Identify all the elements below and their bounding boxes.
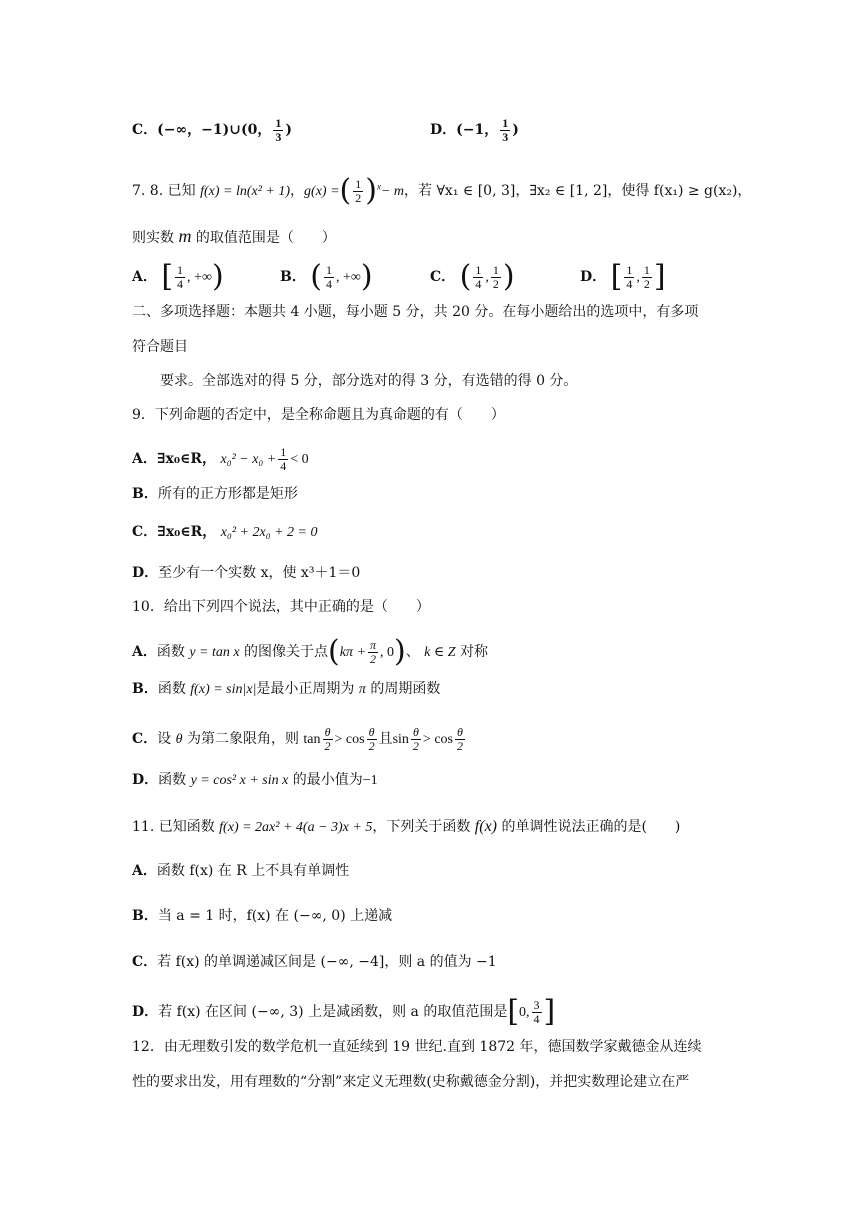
numerator: 1 [177,262,184,277]
denominator: 2 [643,276,650,291]
math: tan [303,732,321,748]
math-g: g(x) = [304,184,340,199]
option-label: B． [132,681,158,697]
paren-close: ) [365,173,377,208]
q10-option-a [132,634,488,669]
denominator: 2 [355,190,362,205]
q6-option-c [132,117,292,143]
option-text: (−∞，−1)∪(0， [157,122,272,139]
math-m: m [178,226,192,246]
option-text: 若 f(x) 在区间 (−∞, 3) 上是减函数，则 a 的取值范围是 [158,1004,508,1020]
option-label: D． [132,772,159,788]
fraction [323,726,333,752]
math: < 0 [290,452,309,468]
denominator: 3 [502,129,509,144]
denominator: 2 [324,738,331,753]
denominator: 4 [280,458,287,473]
math: π [358,682,366,697]
q9-option-d [132,566,360,580]
math: > cos [334,732,365,748]
question-number: 7. 8. 已知 [132,183,196,199]
comma: , [636,270,640,285]
numerator: 3 [533,997,540,1012]
q10-option-b [132,682,440,697]
math: f(x) = sin|x| [190,682,257,697]
bracket-close: ] [543,994,556,1029]
text: 对称 [459,644,488,660]
math: > cos [422,732,453,748]
bracket-open: [ [161,259,174,294]
denominator: 2 [456,738,463,753]
text: 的周期函数 [370,681,441,697]
paren-open: ( [339,173,352,208]
numerator: 1 [643,262,650,277]
fraction [624,264,634,290]
q9-option-a [132,446,309,472]
text: 且 [378,731,393,748]
fraction [353,178,363,204]
option-label: D． [580,269,607,285]
option-label: C． [132,122,158,139]
option-label: A． [132,644,157,660]
bracket-open: [ [610,259,623,294]
text: 、 [405,644,420,660]
q7-stem: 7. 8. 已知 f(x) = ln(x² + 1)，g(x) =( $\frac{1}{2}$ )$^x$− m，若 ∀x₁ ∈ [0, 3]，∃x₂ ∈ [1, 2]，使得 f(x₁) ≥ g(x₂)， [132,173,752,208]
math: , +∞ [336,270,361,285]
q10-option-c [132,726,467,752]
q11-option-a [132,864,349,878]
q12-line2: 性的要求出发，用有理数的“分割”来定义无理数(史称戴德金分割)，并把实数理论建立在严 [132,1074,690,1090]
condition: ，若 ∀x₁ ∈ [0, 3]，∃x₂ ∈ [1, 2]，使得 f(x₁) ≥ g(x₂)， [404,183,752,199]
option-close: ) [285,122,292,139]
math: 0, [519,1005,530,1020]
fraction [500,117,510,143]
q11-option-b [132,909,392,923]
denominator: 2 [369,651,376,666]
numerator: 1 [502,116,509,130]
denominator: 2 [492,276,499,291]
fraction [473,264,483,290]
math-g-tail: − m [380,184,405,199]
numerator: 1 [475,262,482,277]
math: −1 [362,773,378,788]
numerator: θ [411,726,421,740]
math: k ∈ Z [424,645,456,660]
math-f: f(x) = ln(x² + 1) [200,184,291,199]
fraction [642,264,652,290]
math: x₀² + 2x₀ + 2 = 0 [220,525,318,540]
option-label: B． [132,908,158,924]
option-label: C． [430,269,456,285]
fraction [175,264,185,290]
option-label: C． [132,524,158,540]
q11-option-d [132,994,556,1029]
option-label: D． [132,565,159,581]
q10-option-d [132,773,378,788]
q7-option-d [580,259,666,294]
text: 则实数 [132,230,174,246]
numerator: 1 [355,176,362,191]
q11-option-c [132,955,497,969]
text: 的图像关于点 [244,644,329,660]
math: , 0 [379,645,394,660]
bracket-close: ] [653,259,666,294]
option-label: D． [430,122,457,139]
numerator: 1 [492,262,499,277]
denominator: 2 [368,738,375,753]
bracket-open: [ [507,994,520,1029]
denominator: 4 [326,276,333,291]
text: 的单调性说法正确的是( ) [501,819,681,835]
option-text: ∃x₀∈R， [157,524,217,540]
text: 为第二象限角，则 [186,731,299,748]
option-label: A． [132,451,157,468]
numerator: θ [323,726,333,740]
numerator: 1 [626,262,633,277]
denominator: 4 [475,276,482,291]
paren-close: ) [360,259,373,294]
math: , +∞ [187,270,212,285]
fraction [273,117,283,143]
option-text: 所有的正方形都是矩形 [157,486,298,502]
q7-option-a [132,259,224,294]
text: 11. 已知函数 [132,819,215,835]
fraction [368,639,378,665]
fraction [324,264,334,290]
option-text: 函数 f(x) 在 R 上不具有单调性 [156,863,350,879]
option-label: C． [132,954,158,970]
math: x₀² − x₀ + [220,452,277,468]
math: y = cos² x + sin x [190,773,289,788]
q7-option-b [280,259,373,294]
paren-close: ) [393,634,406,669]
denominator: 4 [177,276,184,291]
q12-line1: 12．由无理数引发的数学危机一直延续到 19 世纪.直到 1872 年，德国数学家戴德金从连续 [132,1039,702,1055]
math: f(x) = 2ax² + 4(a − 3)x + 5 [219,820,373,835]
math: f(x) [474,818,497,835]
q11-stem [132,819,680,835]
math: kπ + [339,645,366,660]
option-label: C． [132,731,158,748]
q7-option-c [430,259,515,294]
denominator: 3 [275,129,282,144]
numerator: 1 [280,445,287,459]
paren-open: ( [459,259,472,294]
text: 的取值范围是（ ） [195,230,336,246]
option-text: (−1， [456,122,499,139]
option-label: D． [132,1004,159,1020]
math: θ [175,732,183,748]
option-label: B． [132,486,158,502]
option-label: B． [280,269,306,285]
option-text: 至少有一个实数 x，使 x³＋1＝0 [158,565,361,581]
fraction [532,999,542,1025]
q7-line2 [132,227,336,245]
numerator: 1 [275,116,282,130]
option-close: ) [512,122,519,139]
option-text: 若 f(x) 的单调递减区间是 (−∞, −4]，则 a 的值为 −1 [157,954,497,970]
exponent: x [376,181,381,192]
text: 设 [157,731,172,748]
numerator: π [369,637,376,652]
q10-stem: 10．给出下列四个说法，其中正确的是（ ） [132,599,430,615]
q6-option-d [430,117,519,143]
section-requirements: 要求。全部选对的得 5 分，部分选对的得 3 分，有选错的得 0 分。 [160,373,578,389]
fraction [367,726,377,752]
text: 的最小值为 [292,772,363,788]
text: 是最小正周期为 [256,681,355,697]
option-label: A． [132,269,157,285]
numerator: θ [455,726,465,740]
text: ，下列关于函数 [372,819,471,835]
text: 函数 [156,644,185,660]
denominator: 2 [412,738,419,753]
option-text: 当 a = 1 时，f(x) 在 (−∞, 0) 上递减 [157,908,393,924]
numerator: 1 [326,262,333,277]
option-label: A． [132,863,157,879]
fraction [491,264,501,290]
fraction [278,446,288,472]
fraction [455,726,465,752]
section-title: 二、多项选择题：本题共 4 小题，每小题 5 分，共 20 分。在每小题给出的选项中，有多项 [132,304,699,320]
q9-stem: 9．下列命题的否定中，是全称命题且为真命题的有（ ） [132,407,505,423]
denominator: 4 [533,1011,540,1026]
numerator: θ [367,726,377,740]
q9-option-b [132,487,298,501]
math: y = tan x [189,645,240,660]
paren-open: ( [310,259,323,294]
paren-open: ( [328,634,340,669]
text: 函数 [158,772,187,788]
text: 函数 [157,681,186,697]
fraction [411,726,421,752]
paren-close: ) [211,259,224,294]
section-title-cont: 符合题目 [132,339,188,355]
comma: , [485,270,489,285]
q9-option-c [132,525,317,540]
paren-close: ) [502,259,515,294]
option-text: ∃x₀∈R， [156,451,217,468]
denominator: 4 [626,276,633,291]
math: sin [392,732,409,748]
